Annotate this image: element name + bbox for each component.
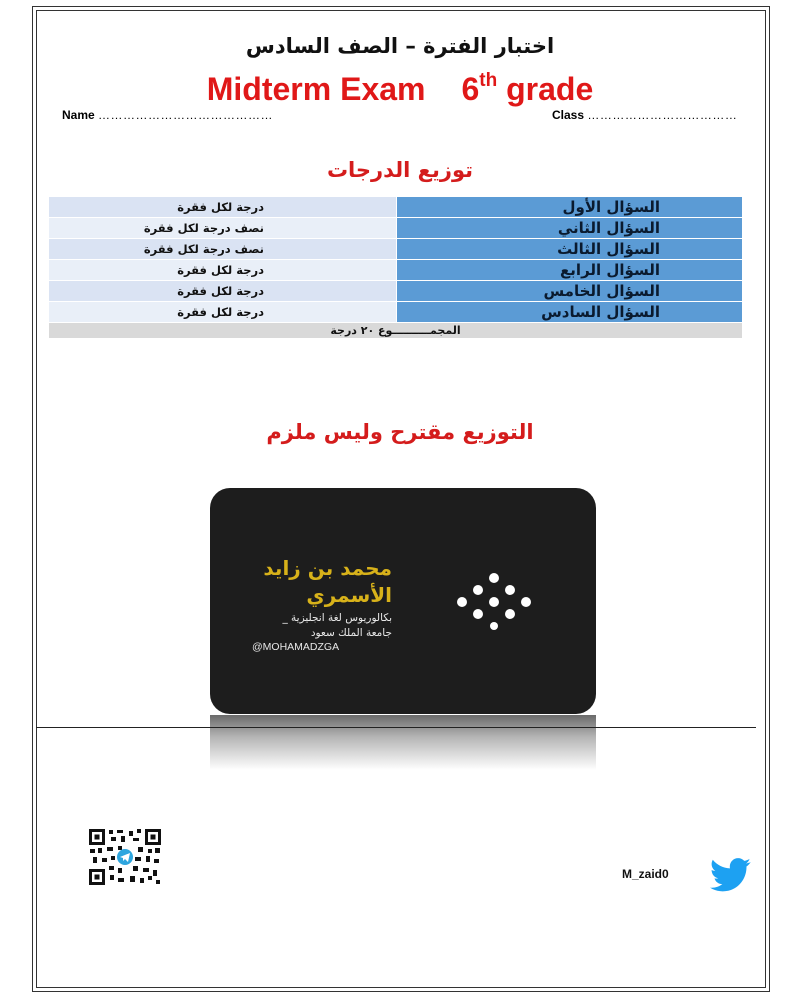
qr-code-icon	[88, 828, 162, 886]
name-dots: ……………………………………	[98, 108, 274, 122]
grade-cell: نصف درجة لكل فقرة	[49, 239, 397, 260]
grade-cell: درجة لكل فقرة	[49, 260, 397, 281]
total-row	[49, 323, 743, 339]
twitter-handle: M_zaid0	[622, 867, 669, 881]
exam-title-arabic: اختبار الفترة – الصف السادس	[245, 34, 555, 58]
twitter-bird-icon	[710, 858, 752, 892]
question-cell: السؤال الثاني	[397, 218, 743, 239]
divider-line	[36, 727, 756, 728]
question-cell: السؤال الرابع	[397, 260, 743, 281]
grade-cell: درجة لكل فقرة	[49, 302, 397, 323]
question-cell: السؤال الثالث	[397, 239, 743, 260]
table-row	[49, 197, 743, 218]
table-row	[49, 239, 743, 260]
author-name-line1: محمد بن زايد	[263, 556, 392, 580]
question-cell: السؤال الأول	[397, 197, 743, 218]
author-handle: @MOHAMADZGA	[252, 641, 340, 653]
grade-cell: درجة لكل فقرة	[49, 281, 397, 302]
class-label: Class	[552, 108, 585, 122]
class-field	[552, 108, 737, 122]
exam-title-english	[0, 70, 800, 108]
author-degree: بكالوريوس لغة انجليزية _	[282, 612, 392, 624]
question-cell: السؤال السادس	[397, 302, 743, 323]
grade-cell: درجة لكل فقرة	[49, 197, 397, 218]
name-field	[62, 108, 273, 122]
name-label: Name	[62, 108, 95, 122]
author-name-line2: الأسمري	[306, 583, 392, 607]
grade-cell: نصف درجة لكل فقرة	[49, 218, 397, 239]
title-grade-suffix: th	[479, 70, 498, 91]
title-grade-word: grade	[506, 71, 594, 107]
author-university: جامعة الملك سعود	[310, 627, 392, 639]
question-cell: السؤال الخامس	[397, 281, 743, 302]
table-row	[49, 281, 743, 302]
distribution-note: التوزيع مقترح وليس ملزم	[266, 420, 534, 444]
card-reflection	[210, 715, 596, 770]
grade-distribution-table	[48, 196, 743, 339]
title-grade-number: 6	[461, 71, 480, 107]
total-cell: المجمــــــــــوع ٢٠ درجة	[49, 323, 743, 339]
table-row	[49, 218, 743, 239]
distribution-title: توزيع الدرجات	[326, 158, 474, 182]
class-dots: ………………………………	[587, 108, 738, 122]
table-row	[49, 260, 743, 281]
table-row	[49, 302, 743, 323]
title-main: Midterm Exam	[206, 71, 426, 107]
dots-logo-icon	[450, 570, 538, 630]
author-card	[210, 488, 596, 714]
